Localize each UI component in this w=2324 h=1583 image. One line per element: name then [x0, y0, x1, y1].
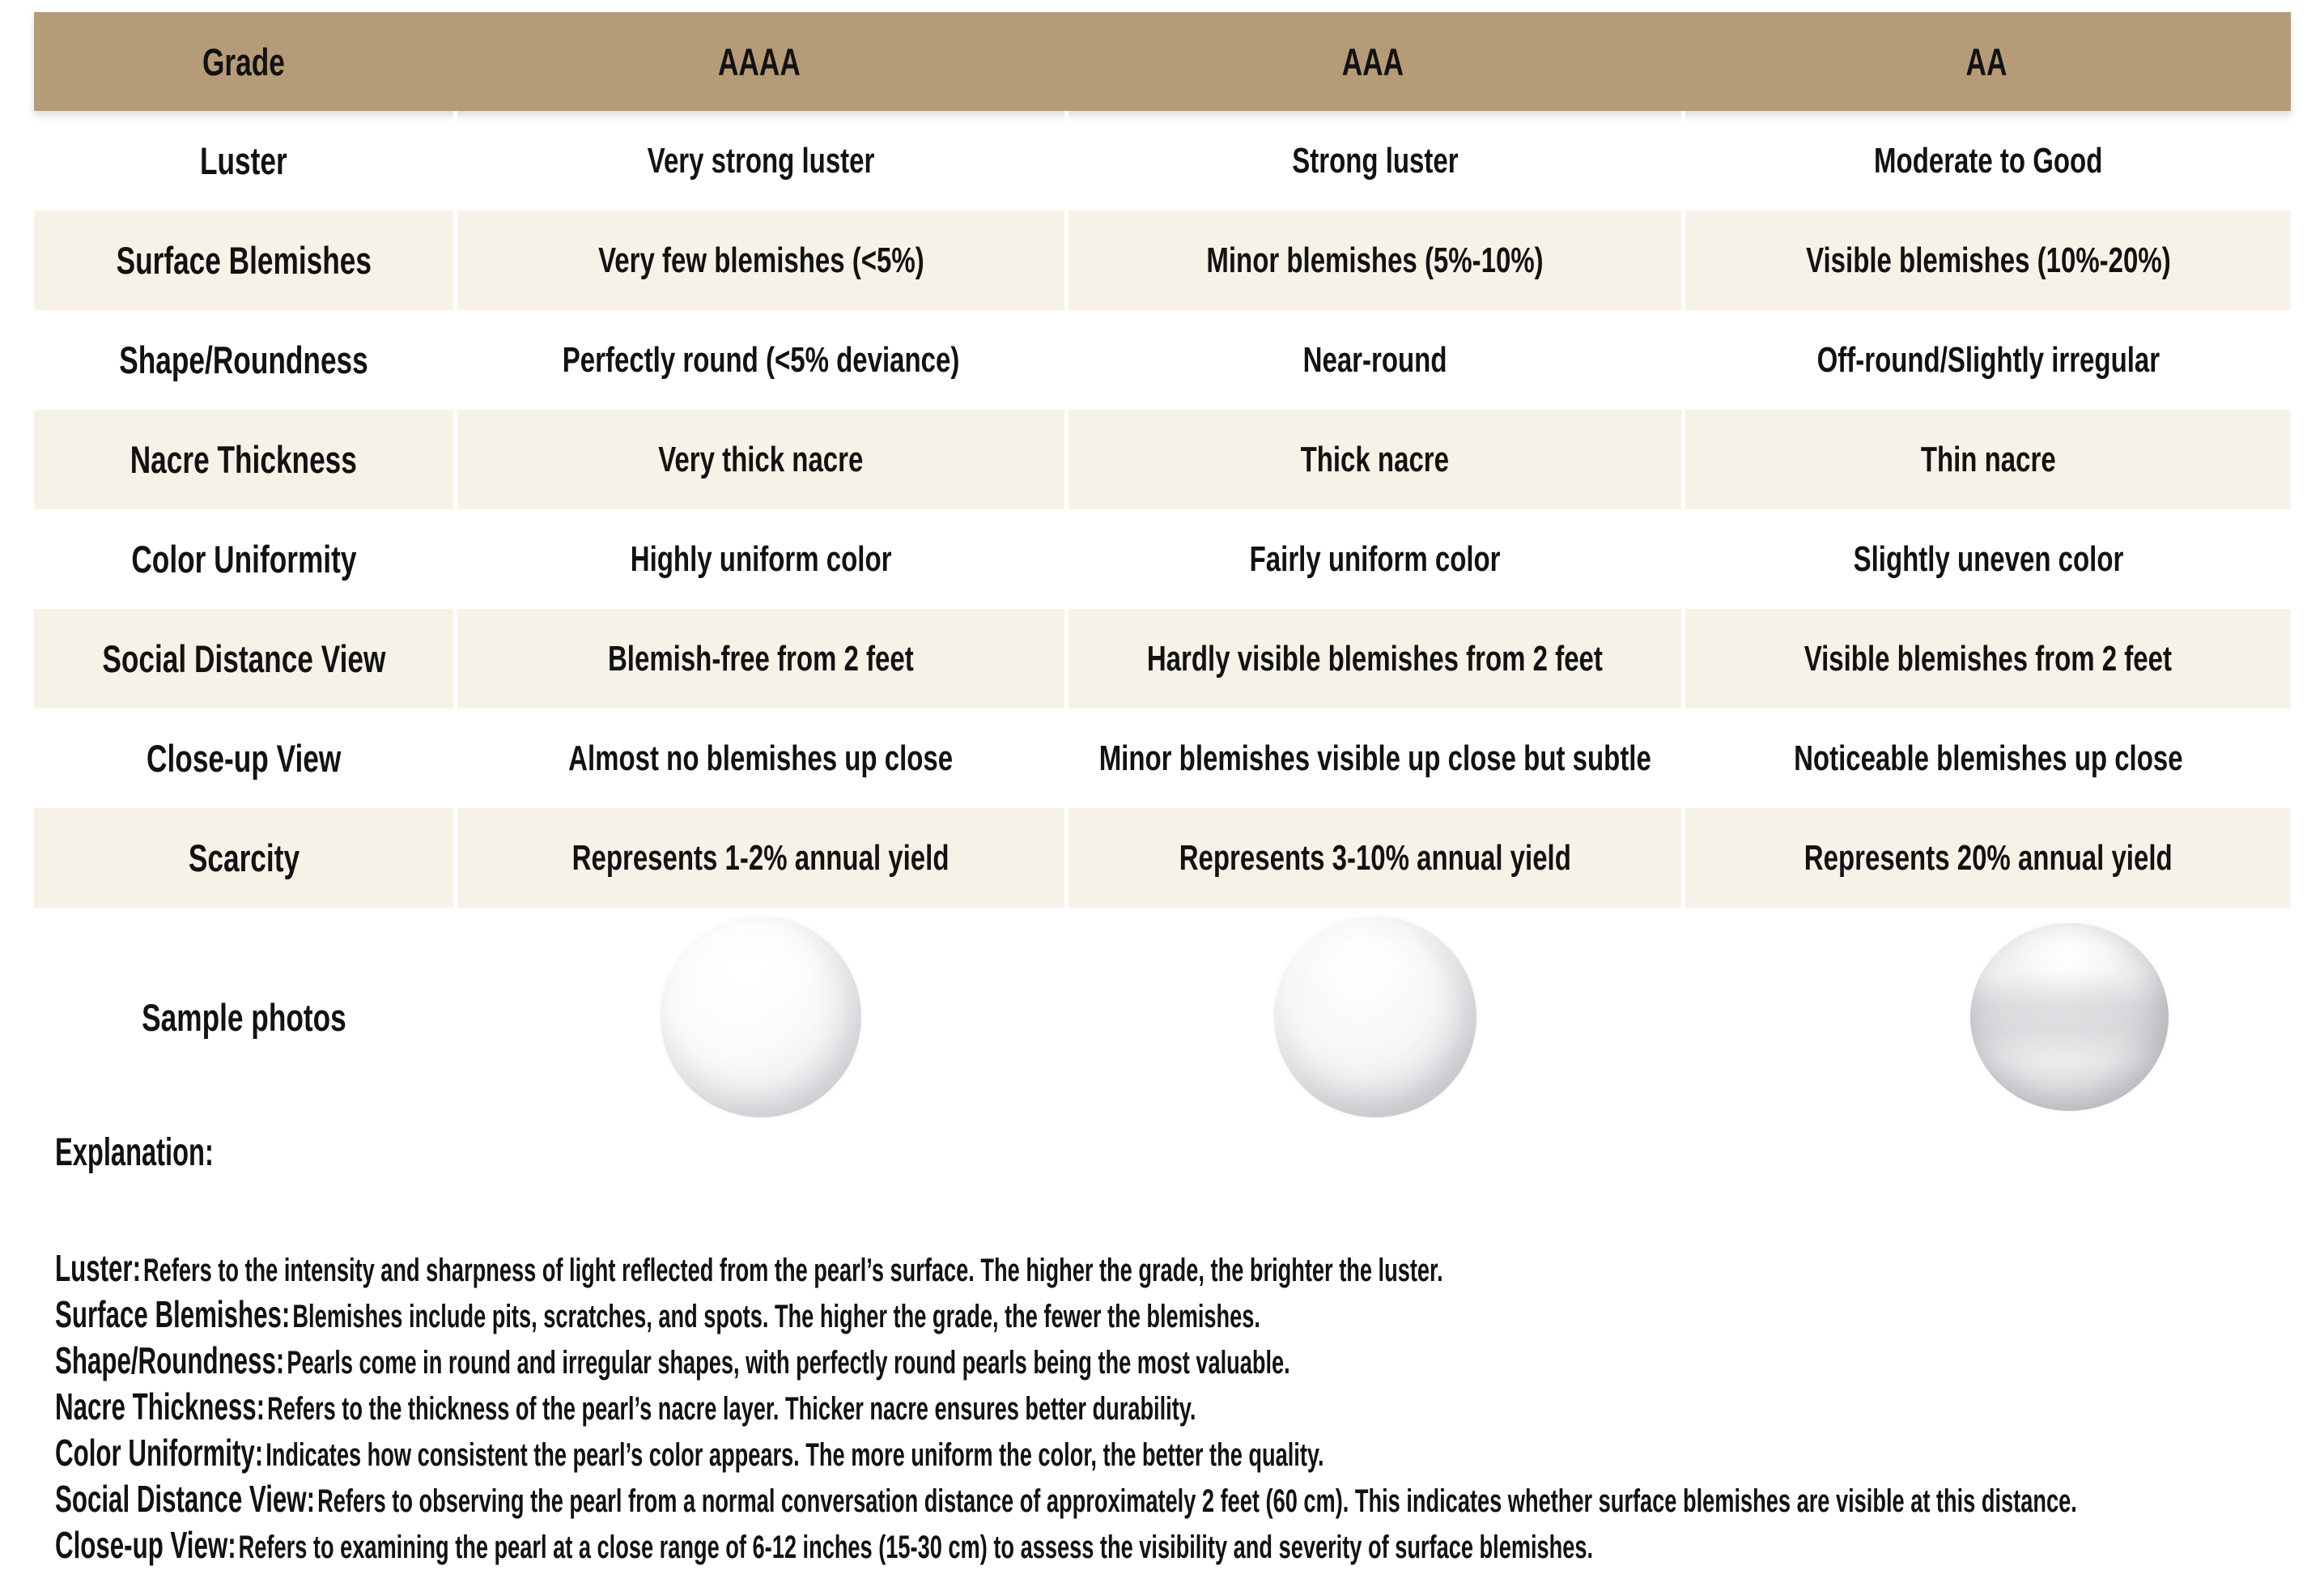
table-cell — [453, 310, 1064, 410]
table-cell — [1064, 211, 1681, 310]
explanation-term: Nacre Thickness: — [55, 1385, 266, 1428]
cell-text: Thin nacre — [1920, 439, 2056, 479]
row-label-text: Luster — [200, 139, 287, 182]
table-cell — [1681, 211, 2291, 310]
explanation-item-luster — [55, 1245, 2313, 1292]
table-cell — [1064, 111, 1681, 211]
table-row-social-distance-view — [34, 609, 2291, 709]
cell-text: Represents 1-2% annual yield — [572, 837, 950, 878]
cell-text: Represents 3-10% annual yield — [1179, 837, 1571, 878]
cell-text: Minor blemishes visible up close but subtle — [1098, 738, 1651, 778]
table-row-scarcity — [34, 808, 2291, 908]
table-cell — [453, 908, 1064, 1126]
table-cell — [453, 111, 1064, 211]
table-cell — [1681, 808, 2291, 908]
table-row-close-up-view — [34, 709, 2291, 808]
table-cell — [453, 509, 1064, 609]
table-cell — [1064, 509, 1681, 609]
table-cell — [1681, 509, 2291, 609]
table-cell — [1064, 310, 1681, 410]
header-aaaa-label: AAAA — [717, 40, 801, 83]
cell-text: Visible blemishes (10%-20%) — [1805, 240, 2171, 280]
cell-text: Strong luster — [1291, 140, 1459, 181]
pearl-grade-table — [34, 12, 2291, 1126]
explanation-text: Refers to the thickness of the pearl’s nacre layer. Thicker nacre ensures better durability. — [267, 1391, 1196, 1427]
header-aa-label: AA — [1965, 40, 2007, 83]
table-row-luster — [34, 111, 2291, 211]
cell-text: Thick nacre — [1300, 439, 1450, 479]
row-label-text: Close-up View — [146, 737, 342, 780]
cell-text: Off-round/Slightly irregular — [1816, 339, 2160, 380]
explanation-heading-text: Explanation: — [55, 1131, 214, 1174]
table-cell — [453, 211, 1064, 310]
table-row-surface-blemishes — [34, 211, 2291, 310]
explanation-text: Refers to examining the pearl at a close range of 6-12 inches (15-30 cm) to assess the visibility and severity of surface blemishes. — [238, 1530, 1594, 1565]
table-cell — [453, 709, 1064, 808]
cell-text: Visible blemishes from 2 feet — [1804, 638, 2173, 679]
table-row-shape-roundness — [34, 310, 2291, 410]
explanation-text: Indicates how consistent the pearl’s color appears. The more uniform the color, the better the quality. — [266, 1437, 1324, 1473]
cell-text: Slightly uneven color — [1853, 538, 2123, 579]
cell-text: Very few blemishes (<5%) — [597, 240, 924, 280]
cell-text: Very strong luster — [647, 140, 875, 181]
row-label — [34, 509, 453, 609]
row-label — [34, 808, 453, 908]
table-cell — [1681, 111, 2291, 211]
table-cell — [1064, 410, 1681, 509]
cell-text: Perfectly round (<5% deviance) — [562, 339, 960, 380]
cell-text: Fairly uniform color — [1249, 538, 1501, 579]
row-label-text: Social Distance View — [101, 637, 386, 680]
header-cell-aa — [1681, 12, 2291, 111]
row-label-text: Sample photos — [141, 995, 346, 1039]
explanation-item-color-uniformity — [55, 1430, 2313, 1476]
table-cell — [453, 609, 1064, 709]
row-label — [34, 609, 453, 709]
row-label — [34, 211, 453, 310]
pearl-aaa-photo — [1274, 917, 1476, 1117]
pearl-aa-photo — [1970, 923, 2169, 1111]
table-cell — [453, 410, 1064, 509]
header-aaa-label: AAA — [1341, 40, 1404, 83]
explanation-item-social-distance-view — [55, 1476, 2313, 1522]
row-label — [34, 908, 453, 1126]
row-label-text: Nacre Thickness — [130, 438, 358, 481]
header-cell-aaaa — [453, 12, 1064, 111]
explanation-text: Refers to observing the pearl from a normal conversation distance of approximately 2 feet (60 cm). This indicates whether surface blemishes are visible at this distance. — [317, 1483, 2077, 1519]
cell-text: Very thick nacre — [658, 439, 864, 479]
explanation-item-surface-blemishes — [55, 1292, 2313, 1338]
table-cell — [1681, 310, 2291, 410]
row-label-text: Surface Blemishes — [116, 239, 372, 282]
cell-text: Represents 20% annual yield — [1804, 837, 2173, 878]
explanation-list — [55, 1245, 2313, 1568]
row-label-text: Scarcity — [188, 836, 300, 879]
table-cell — [1681, 410, 2291, 509]
explanation-text: Blemishes include pits, scratches, and spots. The higher the grade, the fewer the blemishes. — [292, 1299, 1260, 1334]
cell-text: Moderate to Good — [1873, 140, 2103, 181]
table-cell — [1681, 709, 2291, 808]
row-label-text: Color Uniformity — [130, 538, 357, 581]
row-label — [34, 310, 453, 410]
table-cell — [1064, 709, 1681, 808]
table-row-sample-photos — [34, 908, 2291, 1126]
cell-text: Near-round — [1302, 339, 1447, 380]
explanation-term: Surface Blemishes: — [55, 1293, 291, 1335]
table-cell — [1064, 808, 1681, 908]
table-cell — [1064, 609, 1681, 709]
table-cell — [1064, 908, 1681, 1126]
table-cell — [1681, 609, 2291, 709]
explanation-item-nacre-thickness — [55, 1384, 2313, 1430]
row-label-text: Shape/Roundness — [119, 338, 368, 381]
explanation-item-shape-roundness — [55, 1338, 2313, 1384]
table-cell — [453, 808, 1064, 908]
header-cell-grade — [34, 12, 453, 111]
cell-text: Highly uniform color — [630, 538, 892, 579]
table-header-row — [34, 12, 2291, 111]
pearl-aaaa-photo — [661, 917, 861, 1117]
cell-text: Minor blemishes (5%-10%) — [1206, 240, 1544, 280]
explanation-term: Social Distance View: — [55, 1478, 316, 1520]
explanation-heading — [55, 1132, 2313, 1174]
row-label — [34, 709, 453, 808]
table-row-color-uniformity — [34, 509, 2291, 609]
explanation-text: Refers to the intensity and sharpness of light reflected from the pearl’s surface. The higher the grade, the brighter the luster. — [143, 1253, 1443, 1288]
row-label — [34, 410, 453, 509]
table-cell — [1681, 908, 2291, 1126]
explanation-term: Close-up View: — [55, 1524, 236, 1566]
explanation-term: Shape/Roundness: — [55, 1339, 285, 1381]
cell-text: Blemish-free from 2 feet — [608, 638, 914, 679]
cell-text: Hardly visible blemishes from 2 feet — [1146, 638, 1604, 679]
explanation-text: Pearls come in round and irregular shapes, with perfectly round pearls being the most valuable. — [287, 1345, 1290, 1381]
cell-text: Noticeable blemishes up close — [1793, 738, 2183, 778]
cell-text: Almost no blemishes up close — [568, 738, 954, 778]
header-cell-aaa — [1064, 12, 1681, 111]
row-label — [34, 111, 453, 211]
explanation-term: Luster: — [55, 1247, 142, 1289]
explanation-section — [55, 1132, 2313, 1568]
header-grade-label: Grade — [202, 40, 285, 83]
explanation-term: Color Uniformity: — [55, 1432, 264, 1474]
table-row-nacre-thickness — [34, 410, 2291, 509]
